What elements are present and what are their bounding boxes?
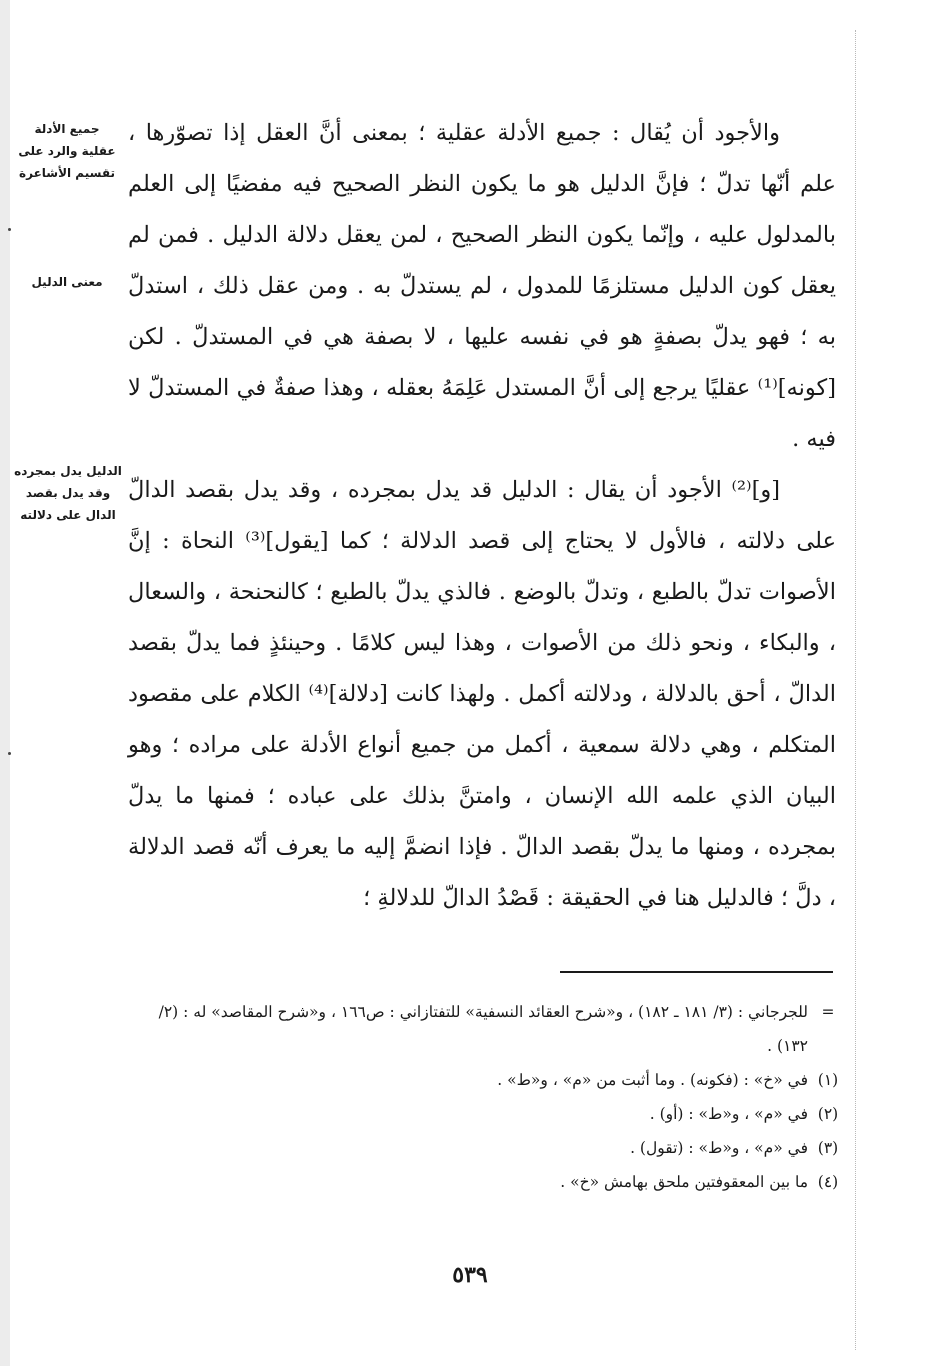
- footnote-mark: (١): [817, 1071, 839, 1089]
- margin-note-line: الدال على دلالته: [20, 508, 116, 522]
- footnote-text: في «م» ، و«ط» : (تقول) .: [630, 1139, 808, 1157]
- footnote-mark: (٤): [817, 1173, 839, 1191]
- margin-note-line: جميع الأدلة: [34, 122, 100, 136]
- footnote: [128, 1097, 848, 1131]
- margin-note-line: الدليل يدل بمجرده: [14, 464, 122, 478]
- footnote: [128, 1131, 848, 1165]
- page-number: ٥٣٩: [452, 1262, 488, 1288]
- footnote-text: ما بين المعقوفتين ملحق بهامش «خ» .: [560, 1173, 808, 1191]
- paragraph-text: [و]⁽²⁾ الأجود أن يقال : الدليل قد يدل بمجرده ، وقد يدل بقصد الدالّ على دلالته ، فالأول لا يحتاج إلى قصد الدلالة ؛ كما [يقول]⁽³⁾ النحاة : إنَّ الأصوات تدلّ بالطبع ، وتدلّ بالوضع . فالذي يدلّ بالطبع ؛ كالنحنحة ، والسعال ، والبكاء ، ونحو ذلك من الأصوات ، وهذا ليس كلامًا . وحينئذٍ فما يدلّ بقصد الدالّ ، أحق بالدلالة ، ودلالته أكمل . ولهذا كانت [دلالة]⁽⁴⁾ الكلام على مقصود المتكلم ، وهي دلالة سمعية ، أكمل من جميع أنواع الأدلة على مراده ؛ وهو البيان الذي علمه الله الإنسان ، وامتنَّ بذلك على عباده ؛ فمنها ما يدلّ بمجرده ، ومنها ما يدلّ بقصد الدالّ . فإذا انضمَّ إليه ما يعرف أنّه قصد الدلالة ، دلَّ ؛ فالدليل هنا في الحقيقة : قَصْدُ الدالّ للدلالةِ ؛: [128, 477, 836, 911]
- paragraph: [128, 108, 836, 465]
- margin-note-line: معنى الدليل: [31, 275, 103, 289]
- footnote-text: للجرجاني : (٣/ ١٨١ ـ ١٨٢) ، و«شرح العقائد النسفية» للتفتازاني : ص١٦٦ ، و«شرح المقاصد» له : (٢/ ١٣٢) .: [158, 1003, 808, 1055]
- margin-note: [12, 460, 124, 526]
- footnote: [128, 1063, 848, 1097]
- main-text: [128, 108, 836, 924]
- scan-dotted-edge: [855, 30, 856, 1350]
- scan-speck: [8, 752, 11, 755]
- footnote-separator: [560, 971, 833, 973]
- footnote-mark: (٣): [817, 1139, 839, 1157]
- margin-note-line: عقلية والرد على: [18, 144, 116, 158]
- margin-note-line: وقد يدل بقصد: [25, 486, 111, 500]
- margin-note: [15, 271, 119, 293]
- footnote: [128, 1165, 848, 1199]
- footnote-text: في «خ» : (فكونه) . وما أثبت من «م» ، و«ط» .: [497, 1071, 808, 1089]
- margin-note: [15, 118, 119, 184]
- footnote: [128, 995, 848, 1063]
- footnote-mark: =: [821, 1003, 835, 1021]
- footnotes: [128, 995, 848, 1199]
- scan-edge: [0, 0, 10, 1366]
- footnote-mark: (٢): [817, 1105, 839, 1123]
- margin-note-line: تقسيم الأشاعرة: [19, 166, 115, 180]
- footnote-text: في «م» ، و«ط» : (أو) .: [649, 1105, 808, 1123]
- paragraph-text: والأجود أن يُقال : جميع الأدلة عقلية ؛ بمعنى أنَّ العقل إذا تصوّرها ، علم أنّها تدلّ ؛ فإنَّ الدليل هو ما يكون النظر الصحيح فيه مفضيًا إلى العلم بالمدلول عليه ، وإنّما يكون النظر الصحيح ، لمن يعقل دلالة الدليل . فمن لم يعقل كون الدليل مستلزمًا للمدول ، لم يستدلّ به . ومن عقل ذلك ، استدلّ به ؛ فهو يدلّ بصفةٍ هو في نفسه عليها ، لا بصفة هي في المستدلّ . لكن [كونه]⁽¹⁾ عقليًا يرجع إلى أنَّ المستدل عَلِمَهُ بعقله ، وهذا صفةٌ في المستدلّ لا فيه .: [128, 120, 836, 452]
- scan-speck: [8, 228, 11, 231]
- paragraph: [128, 465, 836, 924]
